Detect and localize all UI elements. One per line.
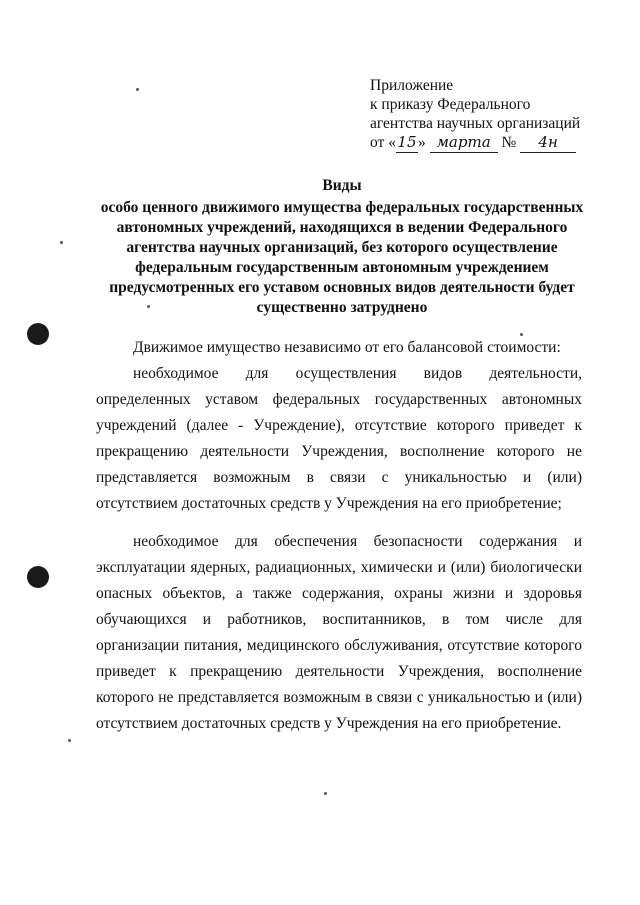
agency-name: агентства научных организаций — [370, 115, 581, 132]
body-paragraph: необходимое для обеспечения безопасности содержания и эксплуатации ядерных, радиационных, химически и (или) биологически опасных объектов, а также содержания, охраны жизни и здоровья обучающихся и работников, воспитанников, в том числе для организации питания, медицинского обслуживания, отсутствие которого приведет к прекращению деятельности Учреждения, восполнение которого не представляется возможным в связи с уникальностью и (или) отсутствием достаточных средств у Учреждения на его приобретение. — [96, 533, 582, 732]
title-subheading: особо ценного движимого имущества федеральных государственных автономных учреждений, находящихся в ведении Федерального агентства научных организаций, без которого осуществление федеральным государственным автономным учреждением предусмотренных его уставом основных видов деятельности будет существенно затруднено — [100, 199, 584, 316]
punch-hole-mark — [27, 323, 49, 345]
document-body — [96, 335, 582, 737]
scan-speck — [68, 739, 71, 742]
title-heading: Виды — [322, 177, 362, 194]
number-label: № — [501, 134, 517, 151]
scan-speck — [136, 88, 139, 91]
date-prefix: от « — [370, 134, 396, 151]
order-date-number — [370, 133, 600, 153]
scan-speck — [60, 241, 63, 244]
handwritten-number: 4н — [520, 133, 576, 153]
handwritten-month: марта — [430, 133, 498, 153]
handwritten-day: 15 — [397, 133, 417, 151]
date-separator: » — [417, 134, 426, 151]
order-reference: к приказу Федерального — [370, 96, 531, 113]
appendix-label: Приложение — [370, 77, 454, 94]
scan-speck — [324, 792, 327, 795]
document-title — [92, 176, 592, 318]
punch-hole-mark — [27, 566, 49, 588]
body-paragraph: необходимое для осуществления видов деятельности, определенных уставом федеральных государственных автономных учреждений (далее - Учреждение), отсутствие которого приведет к прекращению деятельности Учреждения, восполнение которого не представляется возможным в связи с уникальностью и (или) отсутствием достаточных средств у Учреждения на его приобретение; — [96, 365, 582, 512]
appendix-header — [370, 76, 600, 153]
body-paragraph: Движимое имущество независимо от его балансовой стоимости: — [133, 339, 561, 356]
